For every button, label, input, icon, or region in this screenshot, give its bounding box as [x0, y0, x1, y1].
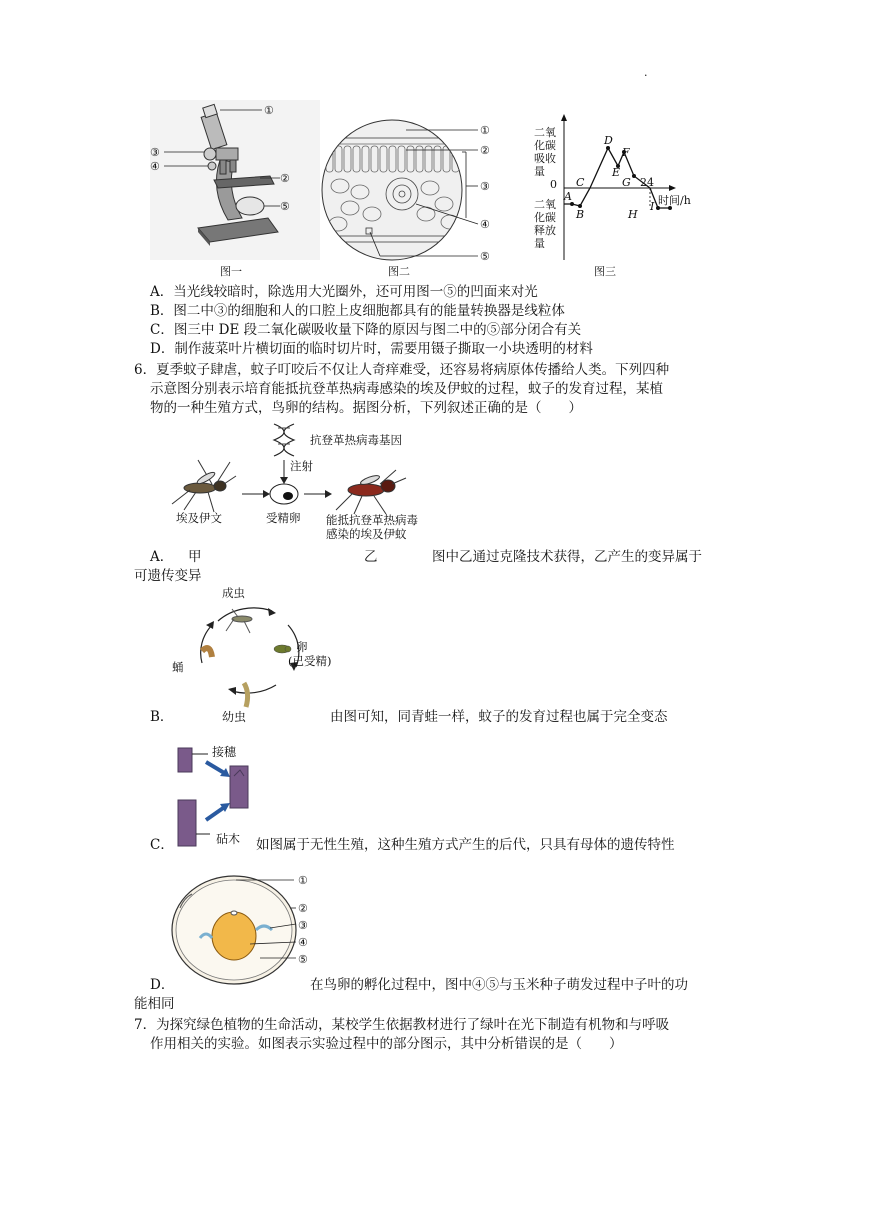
- fig-d-label-3: ③: [298, 919, 308, 932]
- q7-stem-line-2: 作用相关的实验。如图表示实验过程中的部分图示，其中分析错误的是（ ）: [150, 1036, 623, 1052]
- q6-stem-line-2: 示意图分别表示培育能抵抗登革热病毒感染的埃及伊蚊的过程，蚊子的发育过程，某植: [150, 381, 663, 397]
- fig1-label-1: ①: [264, 104, 274, 117]
- fig3-x-label: 时间/h: [658, 194, 691, 207]
- q6-fig-a: [166, 420, 436, 546]
- q6-option-a-yi: 乙: [364, 549, 378, 565]
- q5-option-b: B．图二中③的细胞和人的口腔上皮细胞都具有的能量转换器是线粒体: [150, 303, 565, 319]
- fig3-y-top-3: 吸收: [534, 152, 556, 165]
- fig3-y-bot-1: 二氧: [534, 198, 556, 211]
- microscope-figure: [150, 100, 320, 260]
- fig-d-label-2: ②: [298, 902, 308, 915]
- fig3-point-A: A: [564, 190, 572, 203]
- fig3-y-top-4: 量: [534, 165, 545, 178]
- q6-option-d-text2: 能相同: [134, 996, 175, 1012]
- q6-stem-line-3: 物的一种生殖方式，鸟卵的结构。据图分析，下列叙述正确的是（ ）: [150, 400, 582, 416]
- q6-option-a-jia: 甲: [188, 549, 202, 565]
- q6-fig-b-egg-note: (已受精): [288, 654, 332, 668]
- page-dot: .: [644, 66, 648, 79]
- co2-graph-figure: [524, 112, 714, 262]
- q6-option-a-text2: 可遗传变异: [134, 568, 202, 584]
- fig3-point-G: G: [622, 176, 631, 189]
- fig3-point-I: I: [650, 200, 655, 213]
- fig3-point-H: H: [628, 208, 638, 221]
- q6-option-d-text: 在鸟卵的孵化过程中，图中④⑤与玉米种子萌发过程中子叶的功: [310, 977, 688, 993]
- q6-fig-c: [170, 740, 260, 852]
- fig2-label-1: ①: [480, 124, 490, 137]
- fig3-y-bot-4: 量: [534, 237, 545, 250]
- q6-fig-a-left: 埃及伊文: [176, 511, 222, 525]
- fig-d-label-1: ①: [298, 874, 308, 887]
- fig3-point-B: B: [576, 208, 585, 221]
- q6-fig-b-egg: 卵: [296, 640, 308, 654]
- q6-fig-a-right2: 感染的埃及伊蚊: [326, 527, 407, 541]
- fig3-point-D: D: [604, 134, 613, 147]
- q6-option-b-prefix: B．: [150, 709, 174, 725]
- fig2-caption: 图二: [388, 265, 410, 278]
- fig3-zero: 0: [550, 178, 557, 191]
- fig3-caption: 图三: [594, 265, 616, 278]
- q6-fig-b-adult: 成虫: [222, 586, 245, 600]
- fig2-label-2: ②: [480, 144, 490, 157]
- q6-option-a-text: 图中乙通过克隆技术获得，乙产生的变异属于: [432, 549, 702, 565]
- q7-stem-line-1: 7．为探究绿色植物的生命活动，某校学生依据教材进行了绿叶在光下制造有机物和与呼吸: [134, 1017, 670, 1033]
- fig1-caption: 图一: [220, 265, 242, 278]
- fig3-tick-24: 24: [640, 176, 654, 189]
- q6-option-b-text: 由图可知，同青蛙一样，蚊子的发育过程也属于完全变态: [330, 709, 668, 725]
- q6-stem-line-1: 6．夏季蚊子肆虐，蚊子叮咬后不仅让人奇痒难受，还容易将病原体传播给人类。下列四种: [134, 362, 670, 378]
- q6-fig-a-middle: 受精卵: [266, 511, 301, 525]
- q6-fig-a-right1: 能抵抗登革热病毒: [326, 513, 418, 527]
- fig3-y-top-1: 二氧: [534, 126, 556, 139]
- fig-d-label-5: ⑤: [298, 953, 308, 966]
- fig-d-label-4: ④: [298, 936, 308, 949]
- fig1-label-4: ④: [150, 160, 160, 173]
- q5-option-d: D．制作菠菜叶片横切面的临时切片时，需要用镊子撕取一小块透明的材料: [150, 341, 593, 357]
- fig1-label-2: ②: [280, 172, 290, 185]
- q6-option-d-prefix: D．: [150, 977, 175, 993]
- fig2-label-5: ⑤: [480, 250, 490, 263]
- q5-option-a: A．当光线较暗时，除选用大光圈外，还可用图一⑤的凹面来对光: [150, 284, 538, 300]
- fig3-y-bot-2: 化碳: [534, 211, 556, 224]
- fig3-y-top-2: 化碳: [534, 139, 556, 152]
- q6-fig-a-inject: 注射: [290, 459, 313, 473]
- q6-fig-b-larva: 幼虫: [222, 710, 247, 724]
- q6-fig-b: [172, 585, 332, 723]
- fig1-label-3: ③: [150, 146, 160, 159]
- fig2-label-3: ③: [480, 180, 490, 193]
- q6-fig-b-pupa: 蛹: [172, 660, 184, 674]
- q6-fig-c-stock: 砧木: [216, 832, 241, 846]
- q6-option-c-text: 如图属于无性生殖，这种生殖方式产生的后代，只具有母体的遗传特性: [256, 837, 675, 853]
- fig3-y-bot-3: 释放: [534, 224, 556, 237]
- fig1-label-5: ⑤: [280, 200, 290, 213]
- leaf-section-figure: [320, 118, 500, 268]
- q6-fig-a-gene: 抗登革热病毒基因: [310, 433, 402, 447]
- q6-fig-d: [170, 868, 320, 992]
- q6-option-a-prefix: A．: [150, 549, 174, 565]
- fig2-label-4: ④: [480, 218, 490, 231]
- fig3-point-F: F: [622, 146, 630, 159]
- fig3-point-C: C: [576, 176, 585, 189]
- q6-fig-c-scion: 接穗: [212, 745, 237, 759]
- fig3-point-E: E: [612, 166, 621, 179]
- q6-option-c-prefix: C．: [150, 837, 174, 853]
- q5-option-c: C．图三中 DE 段二氧化碳吸收量下降的原因与图二中的⑤部分闭合有关: [150, 322, 582, 338]
